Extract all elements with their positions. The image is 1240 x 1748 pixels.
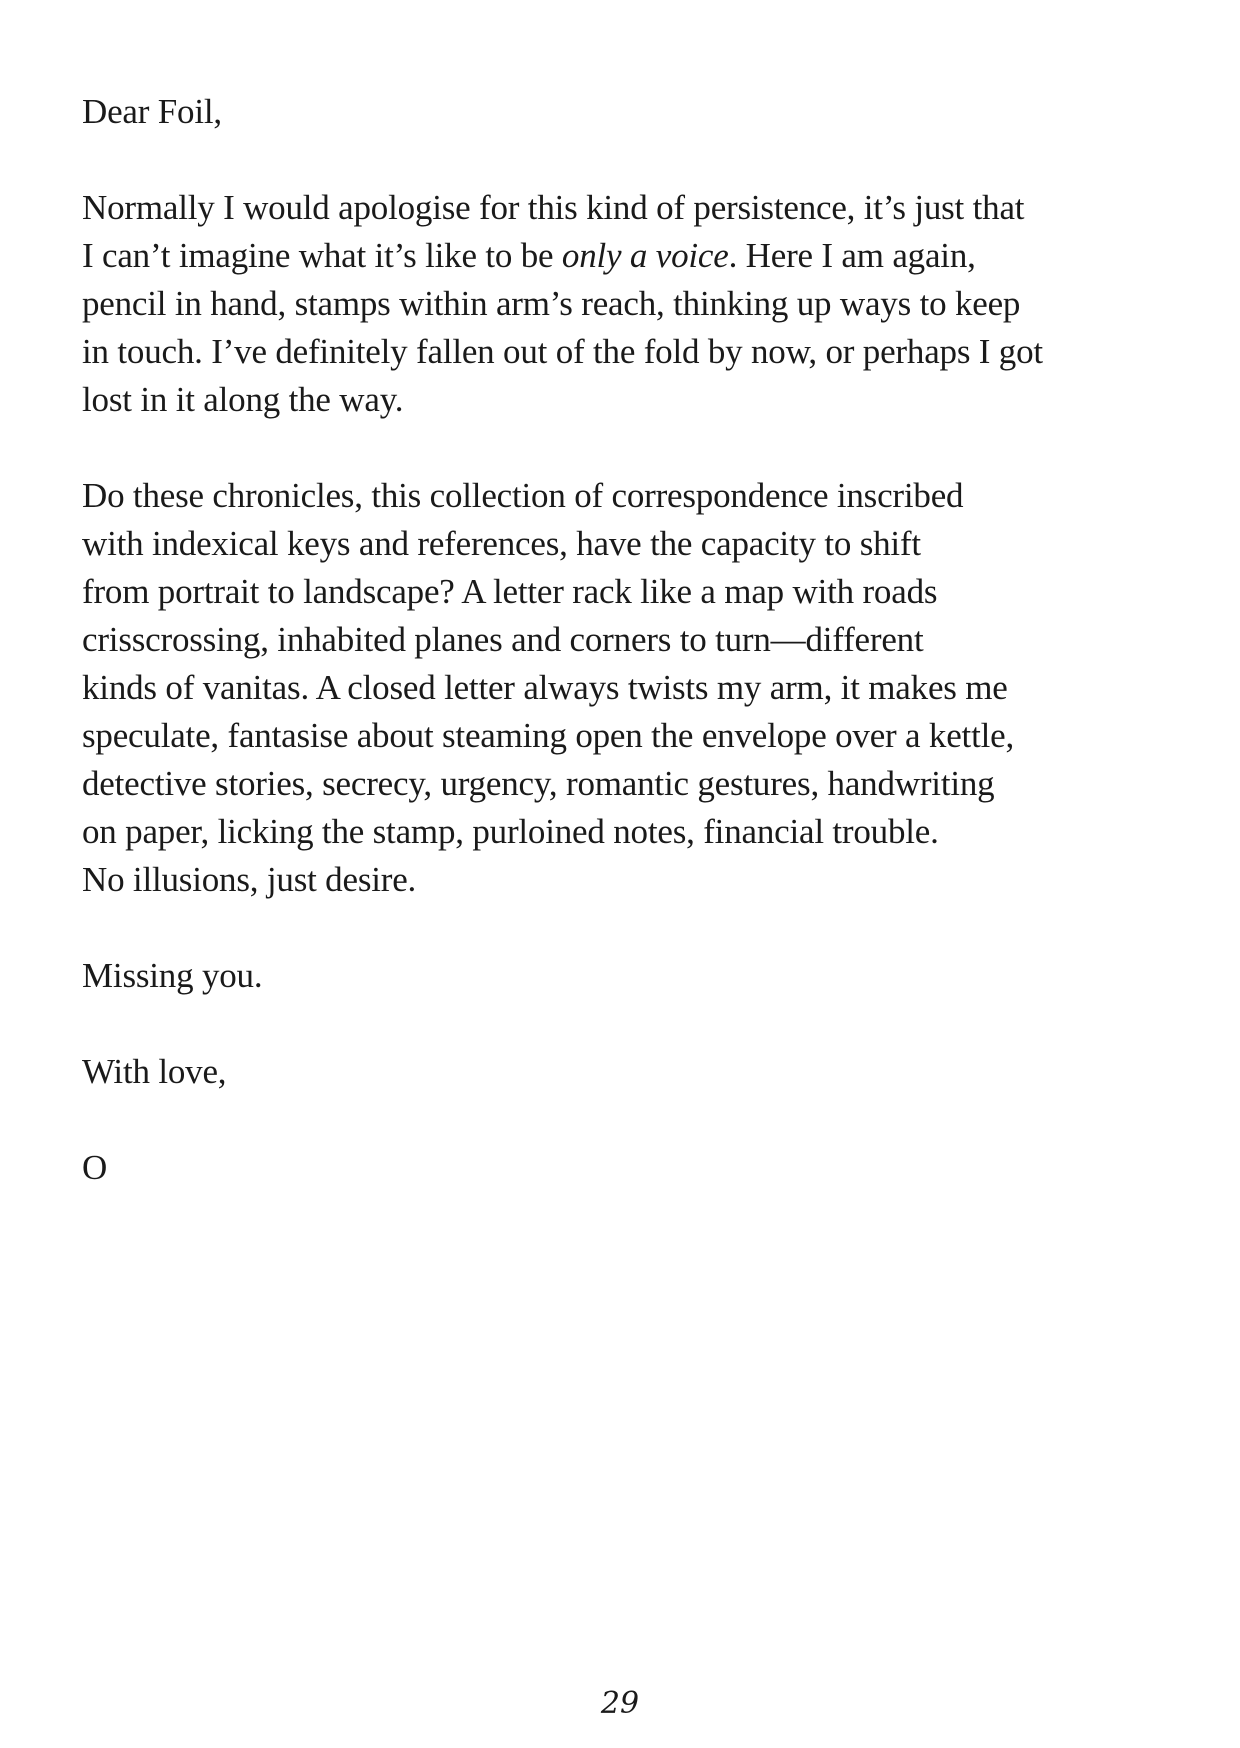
paragraph-2-line-8: on paper, licking the stamp, purloined notes, financial trouble. xyxy=(82,812,939,851)
letter-body xyxy=(82,88,1182,1192)
paragraph-2-line-5: kinds of vanitas. A closed letter always twists my arm, it makes me xyxy=(82,668,1008,707)
valediction: With love, xyxy=(82,1052,227,1091)
closing-line: Missing you. xyxy=(82,956,263,995)
paragraph-2-line-7: detective stories, secrecy, urgency, romantic gestures, handwriting xyxy=(82,764,995,803)
paragraph-2-line-1: Do these chronicles, this collection of correspondence inscribed xyxy=(82,476,964,515)
signature: O xyxy=(82,1148,108,1187)
paragraph-1-line-5: lost in it along the way. xyxy=(82,380,404,419)
paragraph-1-line-4: in touch. I’ve definitely fallen out of the fold by now, or perhaps I got xyxy=(82,332,1043,371)
paragraph-1 xyxy=(82,184,1182,424)
text-segment: . Here I am again, xyxy=(728,236,976,275)
salutation: Dear Foil, xyxy=(82,92,222,131)
emphasis-text: only a voice xyxy=(561,236,729,275)
page-number: 29 xyxy=(600,1686,640,1721)
paragraph-2-line-9: No illusions, just desire. xyxy=(82,860,417,899)
paragraph-2-line-3: from portrait to landscape? A letter rack like a map with roads xyxy=(82,572,938,611)
paragraph-1-line-2 xyxy=(82,232,1182,280)
paragraph-1-line-1: Normally I would apologise for this kind of persistence, it’s just that xyxy=(82,188,1025,227)
paragraph-2-line-2: with indexical keys and references, have the capacity to shift xyxy=(82,524,921,563)
paragraph-2 xyxy=(82,472,1182,904)
paragraph-2-line-4: crisscrossing, inhabited planes and corners to turn—different xyxy=(82,620,924,659)
paragraph-2-line-6: speculate, fantasise about steaming open the envelope over a kettle, xyxy=(82,716,1015,755)
text-segment: I can’t imagine what it’s like to be xyxy=(82,236,562,275)
paragraph-1-line-3: pencil in hand, stamps within arm’s reach, thinking up ways to keep xyxy=(82,284,1021,323)
